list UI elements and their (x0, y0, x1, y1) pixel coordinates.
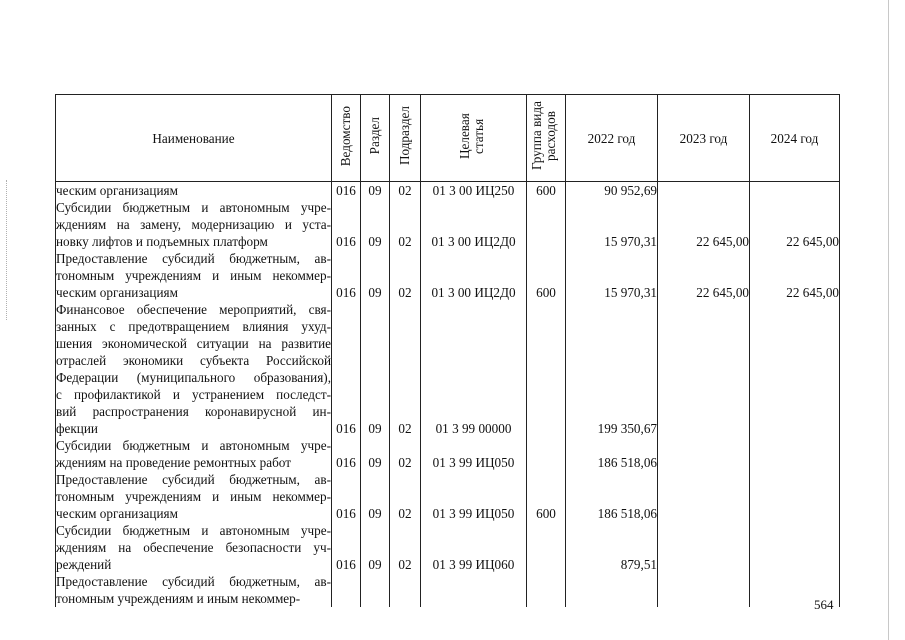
row-razdel (361, 573, 390, 607)
row-tselevaya-statya: 01 3 99 ИЦ050 (421, 471, 527, 522)
row-name-line: ждениям на обеспечение безопасности уч- (56, 540, 331, 555)
row-vedomstvo: 016 (332, 471, 361, 522)
row-name-line: Предоставление субсидий бюджетным, ав- (56, 574, 331, 589)
row-2023 (658, 522, 750, 573)
row-tselevaya-statya: 01 3 99 ИЦ050 (421, 437, 527, 471)
row-name (56, 301, 332, 437)
table-row (56, 437, 840, 471)
row-2022: 90 952,69 (566, 182, 658, 200)
table-row (56, 301, 840, 437)
header-gruppa-vida-rashodov: Группа вида расходов (527, 95, 566, 182)
row-2022: 15 970,31 (566, 199, 658, 250)
row-2024 (750, 182, 840, 200)
row-razdel: 09 (361, 301, 390, 437)
row-name (56, 522, 332, 573)
row-razdel: 09 (361, 250, 390, 301)
row-name-line: ческим организациям (56, 183, 178, 198)
row-2024 (750, 437, 840, 471)
table-row (56, 199, 840, 250)
page-number: 564 (814, 597, 834, 612)
row-gruppa-vida-rashodov: 600 (527, 250, 566, 301)
row-name-line: Предоставление субсидий бюджетным, ав- (56, 251, 331, 266)
row-name-line: занных с предотвращением влияния ухуд- (56, 319, 331, 334)
row-2022: 186 518,06 (566, 437, 658, 471)
row-podrazdel: 02 (390, 437, 421, 471)
row-gruppa-vida-rashodov (527, 522, 566, 573)
row-name-line: тономным учреждениям и иным некоммер- (56, 489, 331, 504)
row-2023 (658, 471, 750, 522)
row-name-line: Субсидии бюджетным и автономным учре- (56, 200, 331, 215)
row-name (56, 182, 332, 200)
row-name (56, 250, 332, 301)
row-razdel: 09 (361, 199, 390, 250)
row-vedomstvo: 016 (332, 437, 361, 471)
header-2024: 2024 год (750, 95, 840, 182)
row-tselevaya-statya (421, 573, 527, 607)
row-name-line: Финансовое обеспечение мероприятий, свя- (56, 302, 331, 317)
row-vedomstvo: 016 (332, 199, 361, 250)
table-row (56, 250, 840, 301)
row-podrazdel: 02 (390, 199, 421, 250)
row-2023 (658, 573, 750, 607)
row-2023: 22 645,00 (658, 199, 750, 250)
row-name-line: ческим организациям (56, 506, 178, 521)
row-razdel: 09 (361, 182, 390, 200)
row-gruppa-vida-rashodov (527, 199, 566, 250)
row-name (56, 437, 332, 471)
row-2022 (566, 573, 658, 607)
row-tselevaya-statya: 01 3 00 ИЦ2Д0 (421, 199, 527, 250)
row-gruppa-vida-rashodov (527, 573, 566, 607)
row-2022: 199 350,67 (566, 301, 658, 437)
row-vedomstvo: 016 (332, 522, 361, 573)
row-name-line: Субсидии бюджетным и автономным учре- (56, 523, 331, 538)
row-vedomstvo: 016 (332, 182, 361, 200)
row-2023 (658, 437, 750, 471)
row-razdel: 09 (361, 522, 390, 573)
row-podrazdel: 02 (390, 250, 421, 301)
row-2022: 15 970,31 (566, 250, 658, 301)
row-2023: 22 645,00 (658, 250, 750, 301)
row-2024: 22 645,00 (750, 250, 840, 301)
row-tselevaya-statya: 01 3 00 ИЦ2Д0 (421, 250, 527, 301)
row-vedomstvo: 016 (332, 250, 361, 301)
row-razdel: 09 (361, 471, 390, 522)
row-2023 (658, 301, 750, 437)
budget-table (55, 94, 840, 607)
header-razdel: Раздел (361, 95, 390, 182)
row-name-line: новку лифтов и подъемных платформ (56, 234, 268, 249)
row-name-line: ческим организациям (56, 285, 178, 300)
row-tselevaya-statya: 01 3 99 00000 (421, 301, 527, 437)
row-gruppa-vida-rashodov (527, 301, 566, 437)
row-vedomstvo: 016 (332, 301, 361, 437)
row-name-line: Предоставление субсидий бюджетным, ав- (56, 472, 331, 487)
header-tselevaya-statya: Целевая статья (421, 95, 527, 182)
header-name: Наименование (56, 95, 332, 182)
table-row (56, 522, 840, 573)
row-name (56, 573, 332, 607)
row-name-line: Федерации (муниципального образования), (56, 370, 331, 385)
row-name-line: шения экономической ситуации на развитие (56, 336, 331, 351)
row-2024 (750, 471, 840, 522)
row-2024 (750, 301, 840, 437)
row-gruppa-vida-rashodov: 600 (527, 182, 566, 200)
row-podrazdel: 02 (390, 522, 421, 573)
row-name-line: ждениям на замену, модернизацию и уста- (56, 217, 331, 232)
row-name-line: реждений (56, 557, 112, 572)
row-name-line: отраслей экономики субъекта Российской (56, 353, 331, 368)
header-2022: 2022 год (566, 95, 658, 182)
table-header-row (56, 95, 840, 182)
row-podrazdel: 02 (390, 182, 421, 200)
row-name-line: с профилактикой и устранением последст- (56, 387, 331, 402)
row-2022: 186 518,06 (566, 471, 658, 522)
row-name-line: вий распространения коронавирусной ин- (56, 404, 331, 419)
row-2024: 22 645,00 (750, 199, 840, 250)
row-podrazdel (390, 573, 421, 607)
header-podrazdel: Подраздел (390, 95, 421, 182)
row-vedomstvo (332, 573, 361, 607)
row-2024 (750, 522, 840, 573)
scan-margin-marks (6, 180, 11, 320)
row-2023 (658, 182, 750, 200)
row-gruppa-vida-rashodov: 600 (527, 471, 566, 522)
table-row (56, 182, 840, 200)
row-name (56, 199, 332, 250)
row-tselevaya-statya: 01 3 00 ИЦ250 (421, 182, 527, 200)
row-2022: 879,51 (566, 522, 658, 573)
row-razdel: 09 (361, 437, 390, 471)
row-name-line: фекции (56, 421, 98, 436)
row-podrazdel: 02 (390, 471, 421, 522)
table-row (56, 573, 840, 607)
header-vedomstvo: Ведомство (332, 95, 361, 182)
row-gruppa-vida-rashodov (527, 437, 566, 471)
table-row (56, 471, 840, 522)
row-tselevaya-statya: 01 3 99 ИЦ060 (421, 522, 527, 573)
scan-page-edge (888, 0, 889, 640)
header-2023: 2023 год (658, 95, 750, 182)
row-name-line: тономным учреждениям и иным некоммер- (56, 591, 301, 606)
row-name (56, 471, 332, 522)
row-name-line: Субсидии бюджетным и автономным учре- (56, 438, 331, 453)
row-podrazdel: 02 (390, 301, 421, 437)
row-name-line: ждениям на проведение ремонтных работ (56, 455, 291, 470)
row-name-line: тономным учреждениям и иным некоммер- (56, 268, 331, 283)
